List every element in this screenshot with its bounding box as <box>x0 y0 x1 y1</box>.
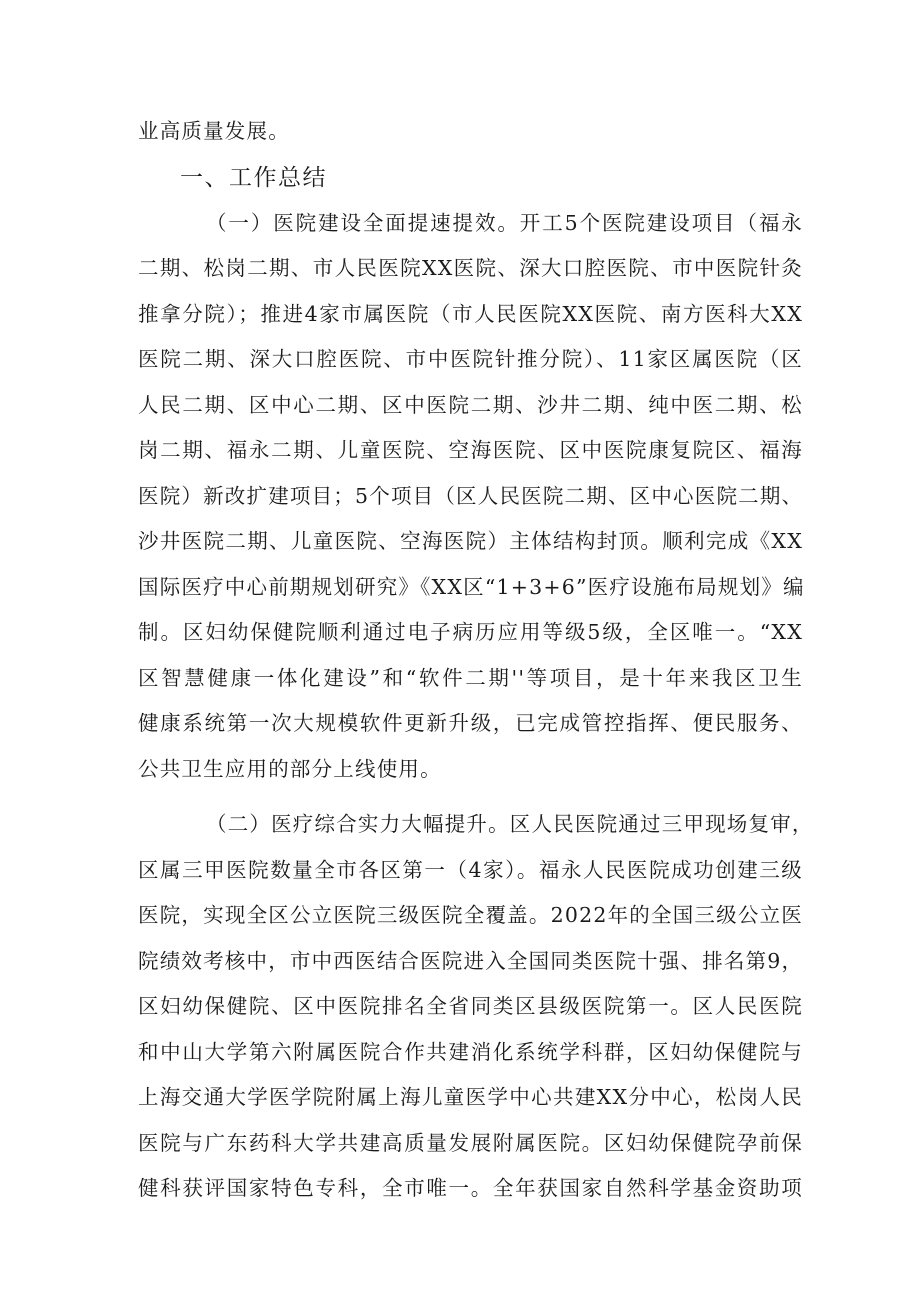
paragraph-line: 院绩效考核中，市中西医结合医院进入全国同类医院十强、排名第9， <box>138 948 804 973</box>
paragraph-line: 推拿分院）；推进4家市属医院（市人民医院XX医院、南方医科大XX <box>138 301 803 326</box>
paragraph-line: 区智慧健康一体化建设”和“软件二期''等项目，是十年来我区卫生 <box>138 665 803 690</box>
carry-over-line: 业高质量发展。 <box>138 119 290 143</box>
paragraph-line: 健科获评国家特色专科，全市唯一。全年获国家自然科学基金资助项 <box>138 1176 803 1200</box>
paragraph-line: 制。区妇幼保健院顺利通过电子病历应用等级5级，全区唯一。“XX <box>138 620 803 644</box>
paragraph-line: （二）医疗综合实力大幅提升。区人民医院通过三甲现场复审， <box>206 812 814 836</box>
paragraph-line: 医院二期、深大口腔医院、市中医院针推分院）、11家区属医院（区 <box>138 347 803 371</box>
paragraph-line: 区妇幼保健院、区中医院排名全省同类区县级医院第一。区人民医院 <box>138 994 803 1018</box>
paragraph-hospital-construction <box>138 201 803 793</box>
paragraph-line: 国际医疗中心前期规划研究》《XX区“1+3+6”医疗设施布局规划》编 <box>138 574 805 599</box>
paragraph-line: 沙井医院二期、儿童医院、空海医院）主体结构封顶。顺利完成《XX <box>138 529 803 553</box>
paragraph-line: （一）医院建设全面提速提效。开工5个医院建设项目（福永 <box>206 210 803 235</box>
paragraph-line: 二期、松岗二期、市人民医院XX医院、深大口腔医院、市中医院针灸 <box>138 256 803 280</box>
paragraph-line: 医院）新改扩建项目；5个项目（区人民医院二期、区中心医院二期、 <box>138 483 804 508</box>
section-heading: 一、工作总结 <box>180 164 327 191</box>
paragraph-line: 医院，实现全区公立医院三级医院全覆盖。2022年的全国三级公立医 <box>138 903 803 927</box>
paragraph-medical-strength <box>138 802 814 1212</box>
paragraph-line: 和中山大学第六附属医院合作共建消化系统学科群，区妇幼保健院与 <box>138 1039 803 1064</box>
document-page <box>138 109 814 1212</box>
paragraph-spacer <box>138 792 803 802</box>
paragraph-line: 健康系统第一次大规模软件更新升级，已完成管控指挥、便民服务、 <box>138 711 803 735</box>
paragraph-line: 公共卫生应用的部分上线使用。 <box>138 756 442 781</box>
paragraph-line: 区属三甲医院数量全市各区第一（4家）。福永人民医院成功创建三级 <box>138 857 803 882</box>
paragraph-line: 岗二期、福永二期、儿童医院、空海医院、区中医院康复院区、福海 <box>138 438 803 462</box>
paragraph-line: 上海交通大学医学院附属上海儿童医学中心共建XX分中心，松岗人民 <box>138 1085 803 1109</box>
paragraph-line: 医院与广东药科大学共建高质量发展附属医院。区妇幼保健院孕前保 <box>138 1130 803 1155</box>
paragraph-line: 人民二期、区中心二期、区中医院二期、沙井二期、纯中医二期、松 <box>138 392 803 417</box>
